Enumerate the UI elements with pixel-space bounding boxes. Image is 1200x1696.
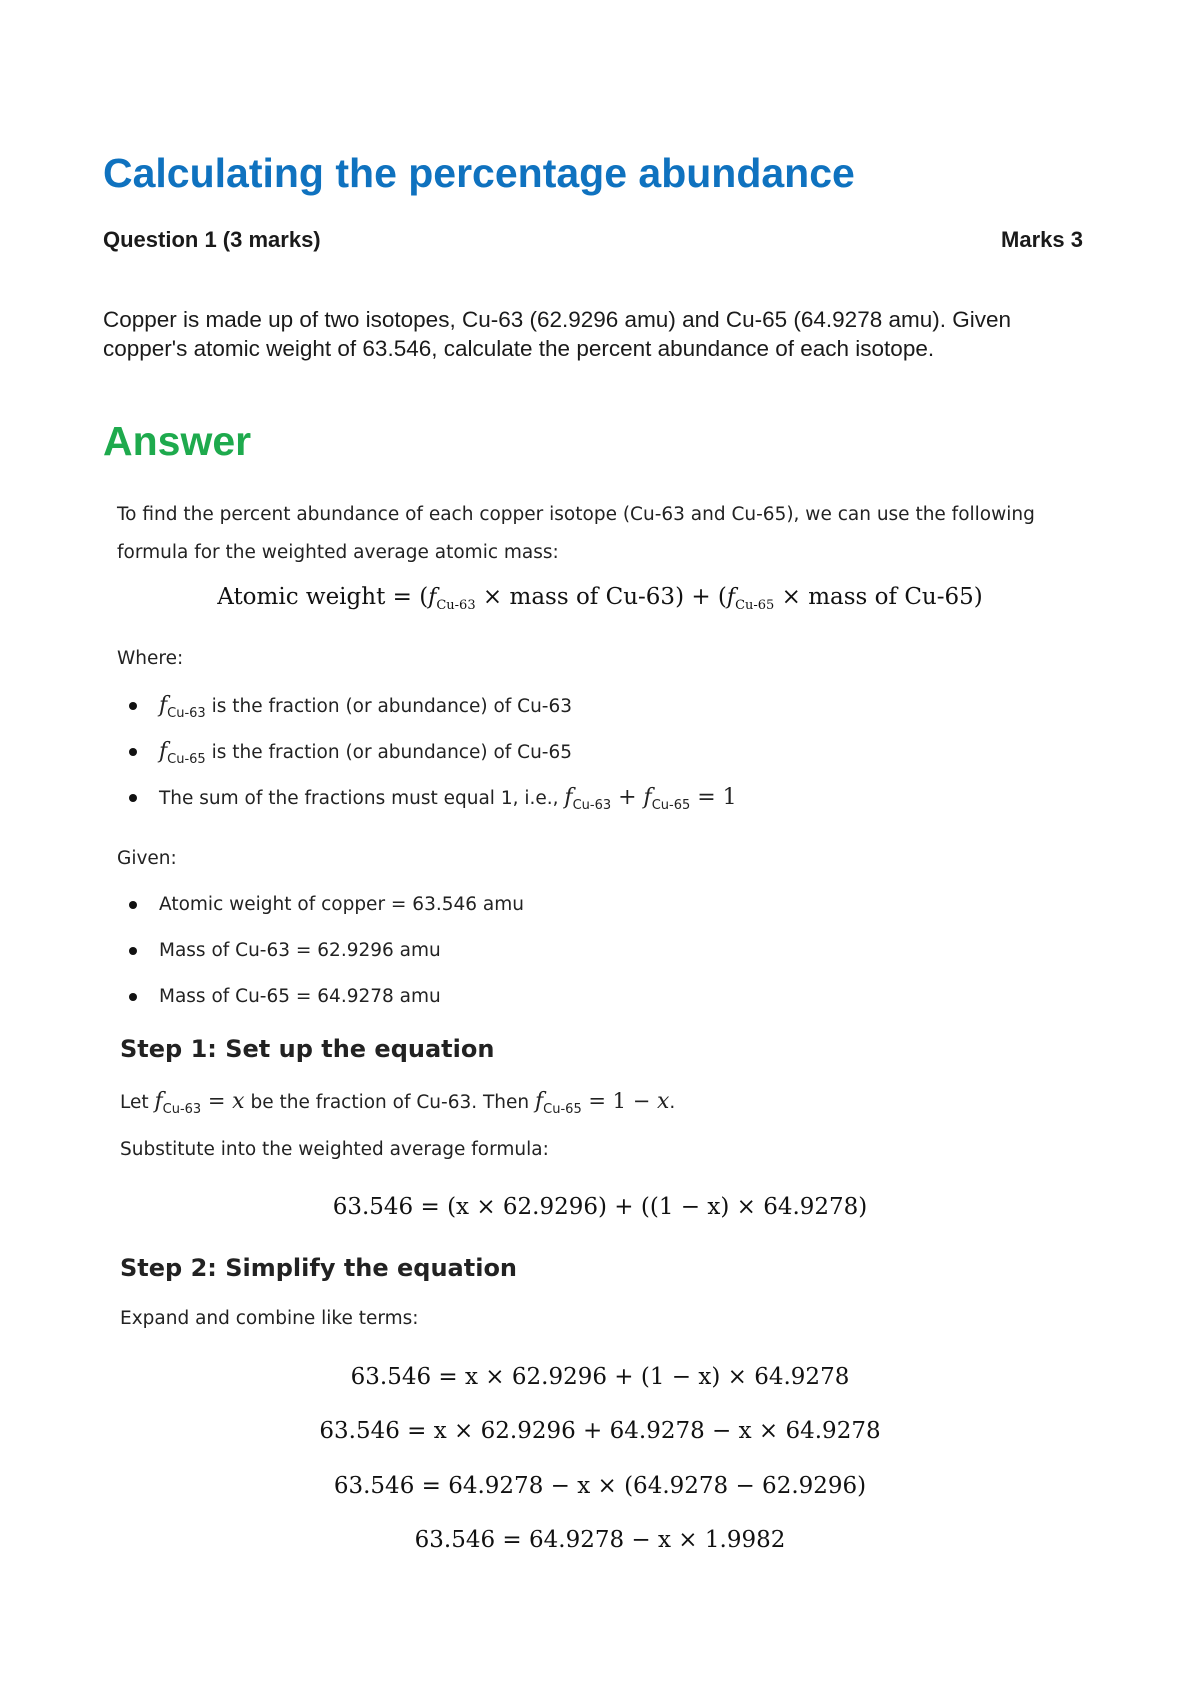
where-list [117,690,1017,828]
step2-equation-4: 63.546 = 64.9278 − x × 1.9982 [414,1527,786,1553]
weighted-average-formula: Atomic weight = ($f_{Cu-63}$ × mass of $Cu-63) + (f_{Cu-65}$ × mass of Cu-65) [217,584,983,613]
where-label: Where: [117,648,184,669]
question-header [103,227,1083,253]
step2-expand-text: Expand and combine like terms: [120,1308,419,1329]
step2-equation-3: 63.546 = 64.9278 − x × (64.9278 − 62.9296) [333,1473,867,1499]
given-label: Given: [117,848,177,869]
list-item: The sum of the fractions must equal 1, i.e., $f_{Cu-63} + f_{Cu-65} = 1$ [117,782,1017,828]
step2-equation-2: 63.546 = x × 62.9296 + 64.9278 − x × 64.9278 [319,1418,881,1444]
step1-substitute-text: Substitute into the weighted average formula: [120,1139,549,1160]
question-label: Question 1 (3 marks) [103,227,321,252]
list-item: $f_{Cu-65}$ is the fraction (or abundance) of Cu-65 [117,736,1017,782]
step2-heading: Step 2: Simplify the equation [120,1254,518,1282]
list-item: Mass of Cu-65 = 64.9278 amu [117,981,1017,1027]
list-item: Mass of Cu-63 = 62.9296 amu [117,935,1017,981]
question-text: Copper is made up of two isotopes, Cu-63 (62.9296 amu) and Cu-65 (64.9278 amu). Given copper's atomic weight of 63.546, calculate the percent abundance of each isotope. [103,307,1012,361]
page-title: Calculating the percentage abundance [103,150,855,196]
step2-equation-1: 63.546 = x × 62.9296 + (1 − x) × 64.9278 [350,1364,850,1390]
list-item: $f_{Cu-63}$ is the fraction (or abundance) of Cu-63 [117,690,1017,736]
list-item: Atomic weight of copper = 63.546 amu [117,889,1017,935]
answer-heading: Answer [103,418,252,464]
given-list [117,889,1017,1027]
step1-let-text: Let $f_{Cu-63} = x$ be the fraction of Cu-63. Then $f_{Cu-65} = 1 - x$. [120,1089,676,1117]
answer-intro: To find the percent abundance of each copper isotope (Cu-63 and Cu-65), we can use the following formula for the weighted average atomic mass: [117,504,1035,563]
marks-label: Marks 3 [1001,227,1083,252]
step1-equation: 63.546 = (x × 62.9296) + ((1 − x) × 64.9278) [332,1194,868,1220]
step1-heading: Step 1: Set up the equation [120,1035,495,1063]
